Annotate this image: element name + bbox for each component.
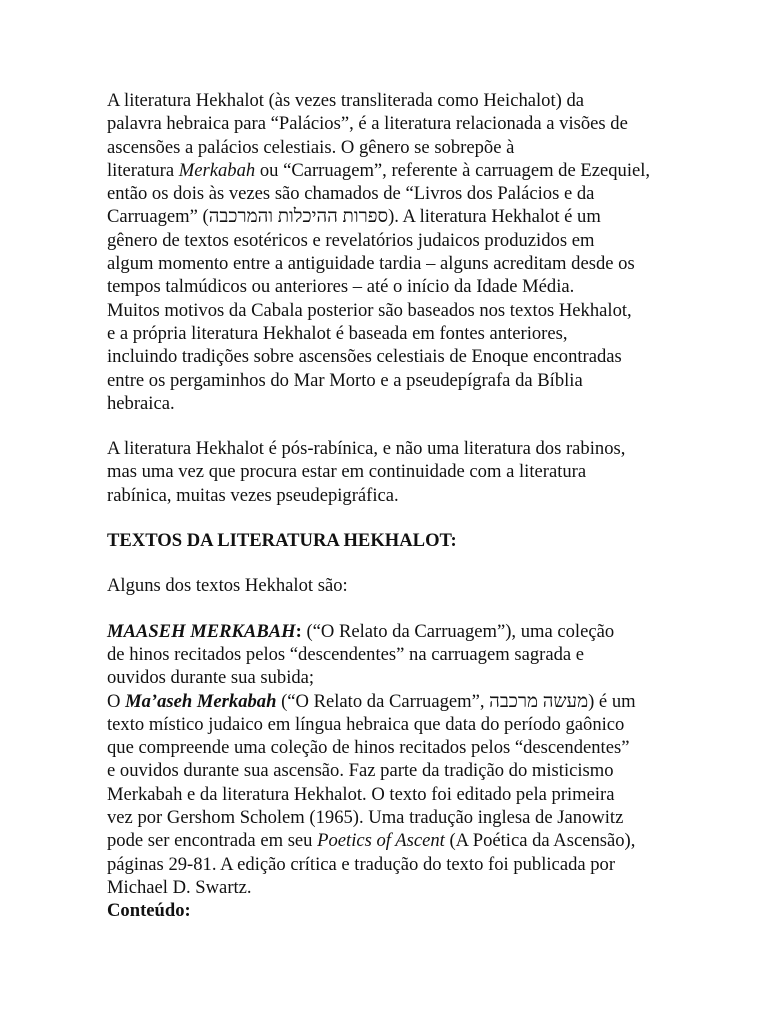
paragraph-intro: [107, 89, 667, 415]
contents-subheading: Conteúdo:: [107, 900, 191, 922]
text-line: [107, 783, 667, 806]
text-line: [107, 736, 667, 759]
text-segment: Merkabah: [178, 159, 256, 181]
text-segment: literatura: [107, 159, 179, 181]
spacer: [107, 415, 667, 437]
text-segment: e ouvidos durante sua ascensão. Faz parte da tradição do misticismo: [107, 760, 614, 782]
text-line: [107, 136, 667, 159]
spacer: [107, 598, 667, 620]
text-line: [107, 252, 667, 275]
text-line: [107, 620, 667, 643]
text-line: [107, 229, 667, 252]
text-segment: mas uma vez que procura estar em continuidade com a literatura: [107, 461, 587, 483]
text-segment: A literatura Hekhalot é pós-rabínica, e não uma literatura dos rabinos,: [107, 438, 626, 460]
text-line: [107, 392, 667, 415]
text-segment: Michael D. Swartz.: [107, 876, 252, 898]
paragraph-maaseh-merkabah: [107, 620, 667, 900]
text-line: [107, 437, 667, 460]
text-line: [107, 369, 667, 392]
text-segment: ouvidos durante sua subida;: [107, 667, 315, 689]
text-segment: e a própria literatura Hekhalot é baseada em fontes anteriores,: [107, 322, 568, 344]
text-segment: entre os pergaminhos do Mar Morto e a pseudepígrafa da Bíblia: [107, 369, 583, 391]
texts-intro-line: Alguns dos textos Hekhalot são:: [107, 575, 348, 597]
text-segment: hebraica.: [107, 392, 175, 414]
text-segment: Poetics of Ascent: [317, 830, 445, 852]
text-segment: (“O Relato da Carruagem”), uma coleção: [301, 620, 615, 642]
text-line: [107, 460, 667, 483]
text-segment: O: [107, 690, 126, 712]
spacer: [107, 507, 667, 529]
document-body: [107, 89, 667, 923]
text-line: [107, 666, 667, 689]
text-line: [107, 853, 667, 876]
text-line: [107, 643, 667, 666]
text-segment: (“O Relato da Carruagem”, מעשה מרכבה) é um: [276, 690, 636, 712]
text-line: [107, 205, 667, 228]
text-segment: Carruagem” (ספרות ההיכלות והמרכבה). A literatura Hekhalot é um: [107, 206, 601, 228]
text-line: [107, 322, 667, 345]
text-segment: tempos talmúdicos ou anteriores – até o início da Idade Média.: [107, 276, 575, 298]
text-segment: ou “Carruagem”, referente à carruagem de Ezequiel,: [255, 159, 651, 181]
text-line: [107, 159, 667, 182]
text-segment: vez por Gershom Scholem (1965). Uma tradução inglesa de Janowitz: [107, 807, 624, 829]
text-segment: pode ser encontrada em seu: [107, 830, 318, 852]
text-segment: rabínica, muitas vezes pseudepigráfica.: [107, 484, 399, 506]
text-segment: Ma’aseh Merkabah: [125, 690, 277, 712]
text-segment: (A Poética da Ascensão),: [444, 830, 636, 852]
text-segment: A literatura Hekhalot (às vezes transliterada como Heichalot) da: [107, 90, 585, 111]
text-line: [107, 876, 667, 899]
text-segment: :: [295, 620, 302, 642]
paragraph-post-rabbinic: [107, 437, 667, 507]
text-segment: ascensões a palácios celestiais. O gênero se sobrepõe à: [107, 136, 515, 158]
text-segment: então os dois às vezes são chamados de “Livros dos Palácios e da: [107, 183, 595, 205]
section-heading: TEXTOS DA LITERATURA HEKHALOT:: [107, 530, 457, 552]
text-line: [107, 759, 667, 782]
text-segment: incluindo tradições sobre ascensões celestiais de Enoque encontradas: [107, 346, 622, 368]
text-segment: que compreende uma coleção de hinos recitados pelos “descendentes”: [107, 737, 630, 759]
text-segment: Merkabah e da literatura Hekhalot. O texto foi editado pela primeira: [107, 783, 615, 805]
text-segment: palavra hebraica para “Palácios”, é a literatura relacionada a visões de: [107, 113, 628, 135]
text-line: [107, 89, 667, 112]
text-segment: MAASEH MERKABAH: [107, 620, 296, 642]
text-line: [107, 806, 667, 829]
text-line: [107, 484, 667, 507]
text-line: [107, 275, 667, 298]
text-segment: de hinos recitados pelos “descendentes” na carruagem sagrada e: [107, 643, 585, 665]
text-line: [107, 345, 667, 368]
text-line: [107, 690, 667, 713]
text-line: [107, 112, 667, 135]
text-line: [107, 182, 667, 205]
text-segment: texto místico judaico em língua hebraica que data do período gaônico: [107, 713, 625, 735]
text-segment: Muitos motivos da Cabala posterior são baseados nos textos Hekhalot,: [107, 299, 632, 321]
spacer: [107, 552, 667, 574]
text-line: [107, 299, 667, 322]
text-segment: páginas 29-81. A edição crítica e tradução do texto foi publicada por: [107, 853, 616, 875]
text-line: [107, 713, 667, 736]
text-segment: gênero de textos esotéricos e revelatórios judaicos produzidos em: [107, 229, 595, 251]
text-line: [107, 829, 667, 852]
text-segment: algum momento entre a antiguidade tardia – alguns acreditam desde os: [107, 253, 635, 275]
